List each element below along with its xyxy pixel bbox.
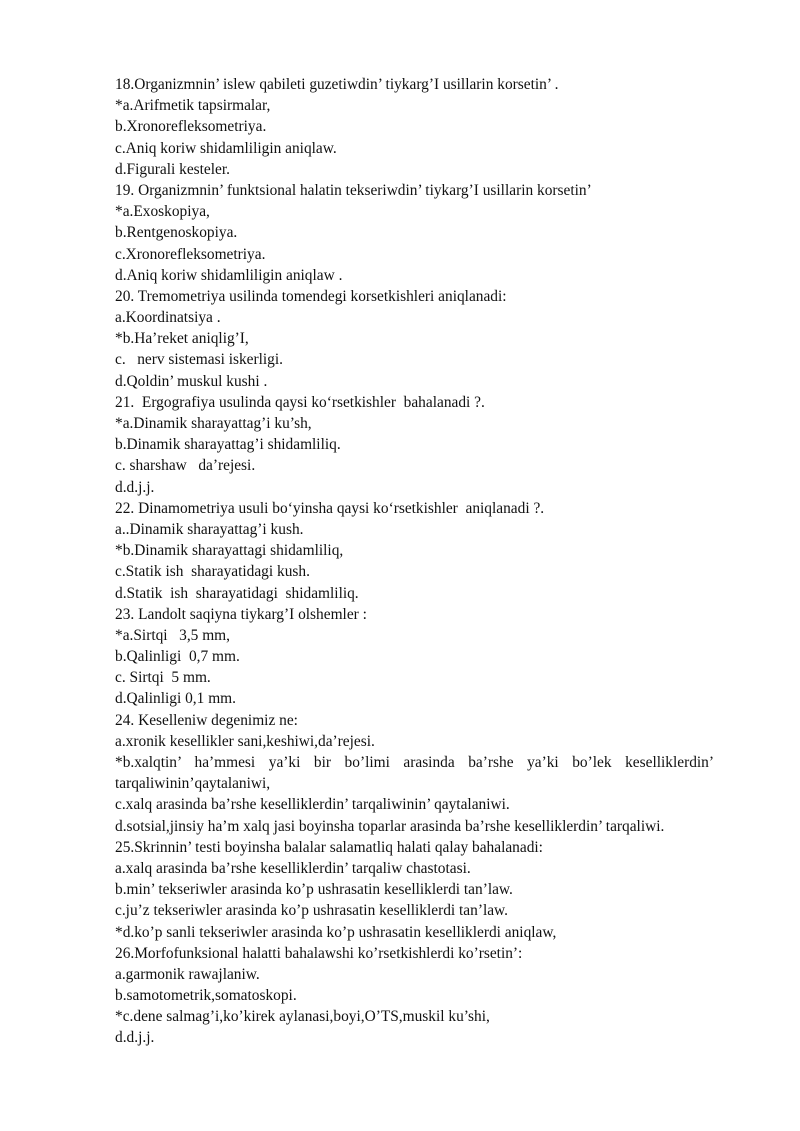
option-line: *a.Exoskopiya, xyxy=(115,203,210,221)
question-21: 21. Ergografiya usulinda qaysi ko‘rsetkishler bahalanadi ?. xyxy=(115,393,485,411)
option-line: a..Dinamik sharayattag’i kush. xyxy=(115,520,304,538)
option-line: b.Dinamik sharayattag’i shidamliliq. xyxy=(115,436,341,454)
option-line: *c.dene salmag’i,ko’kirek aylanasi,boyi,O’TS,muskil ku’shi, xyxy=(115,1008,490,1026)
option-line: *d.ko’p sanli tekseriwler arasinda ko’p ushrasatin keselliklerdi aniqlaw, xyxy=(115,923,557,941)
option-line: d.Statik ish sharayatidagi shidamliliq. xyxy=(115,584,359,602)
option-line: d.Qalinligi 0,1 mm. xyxy=(115,690,236,708)
option-line: b.min’ tekseriwler arasinda ko’p ushrasatin keselliklerdi tan’law. xyxy=(115,881,513,899)
question-26: 26.Morfofunksional halatti bahalawshi ko’rsetkishlerdi ko’rsetin’: xyxy=(115,944,523,962)
option-line: d.d.j.j. xyxy=(115,478,155,496)
option-line: *a.Sirtqi 3,5 mm, xyxy=(115,626,231,644)
option-line: c.Statik ish sharayatidagi kush. xyxy=(115,563,310,581)
question-18: 18.Organizmnin’ islew qabileti guzetiwdin’ tiykarg’I usillarin korsetin’ . xyxy=(115,76,559,93)
option-line: d.Figurali kesteler. xyxy=(115,160,230,178)
option-line: a.xalq arasinda ba’rshe keselliklerdin’ tarqaliw chastotasi. xyxy=(115,859,471,877)
question-20: 20. Tremometriya usilinda tomendegi korsetkishleri aniqlanadi: xyxy=(115,287,507,305)
option-line: c.xalq arasinda ba’rshe keselliklerdin’ tarqaliwinin’ qaytalaniwi. xyxy=(115,796,510,814)
question-23: 23. Landolt saqiyna tiykarg’I olshemler : xyxy=(115,605,367,623)
question-25: 25.Skrinnin’ testi boyinsha balalar salamatliq halati qalay bahalanadi: xyxy=(115,838,543,856)
option-line: d.sotsial,jinsiy ha’m xalq jasi boyinsha toparlar arasinda ba’rshe keselliklerdin’ tarqaliwi. xyxy=(115,817,665,835)
option-line: c. nerv sistemasi iskerligi. xyxy=(115,351,283,369)
question-24: 24. Keselleniw degenimiz ne: xyxy=(115,711,298,729)
option-line: b.Rentgenoskopiya. xyxy=(115,224,238,242)
option-line: b.samotometrik,somatoskopi. xyxy=(115,987,297,1005)
option-line: *b.Ha’reket aniqlig’I, xyxy=(115,330,249,348)
option-line: d.Aniq koriw shidamliligin aniqlaw . xyxy=(115,266,343,284)
option-line: c.ju’z tekseriwler arasinda ko’p ushrasatin keselliklerdi tan’law. xyxy=(115,902,509,920)
option-line: *b.xalqtin’ ha’mmesi ya’ki bir bo’limi arasinda ba’rshe ya’ki bo’lek keselliklerdin’ xyxy=(115,754,714,771)
option-line: *a.Arifmetik tapsirmalar, xyxy=(115,97,271,115)
option-line: tarqaliwinin’qaytalaniwi, xyxy=(115,775,271,793)
option-line: c.Xronorefleksometriya. xyxy=(115,245,266,263)
option-line: a.xronik kesellikler sani,keshiwi,da’rejesi. xyxy=(115,732,375,750)
option-line: c. Sirtqi 5 mm. xyxy=(115,669,211,687)
option-line: c. sharshaw da’rejesi. xyxy=(115,457,256,475)
option-line: d.d.j.j. xyxy=(115,1029,155,1047)
option-line: a.garmonik rawajlaniw. xyxy=(115,965,260,983)
option-line: c.Aniq koriw shidamliligin aniqlaw. xyxy=(115,139,337,157)
question-19: 19. Organizmnin’ funktsional halatin tekseriwdin’ tiykarg’I usillarin korsetin’ xyxy=(115,181,592,199)
option-line: *b.Dinamik sharayattagi shidamliliq, xyxy=(115,542,344,560)
option-line: b.Qalinligi 0,7 mm. xyxy=(115,648,240,666)
option-line: b.Xronorefleksometriya. xyxy=(115,118,267,136)
option-line: a.Koordinatsiya . xyxy=(115,309,221,327)
question-22: 22. Dinamometriya usuli bo‘yinsha qaysi ko‘rsetkishler aniqlanadi ?. xyxy=(115,499,545,517)
option-line: *a.Dinamik sharayattag’i ku’sh, xyxy=(115,415,312,432)
option-line: d.Qoldin’ muskul kushi . xyxy=(115,372,268,390)
